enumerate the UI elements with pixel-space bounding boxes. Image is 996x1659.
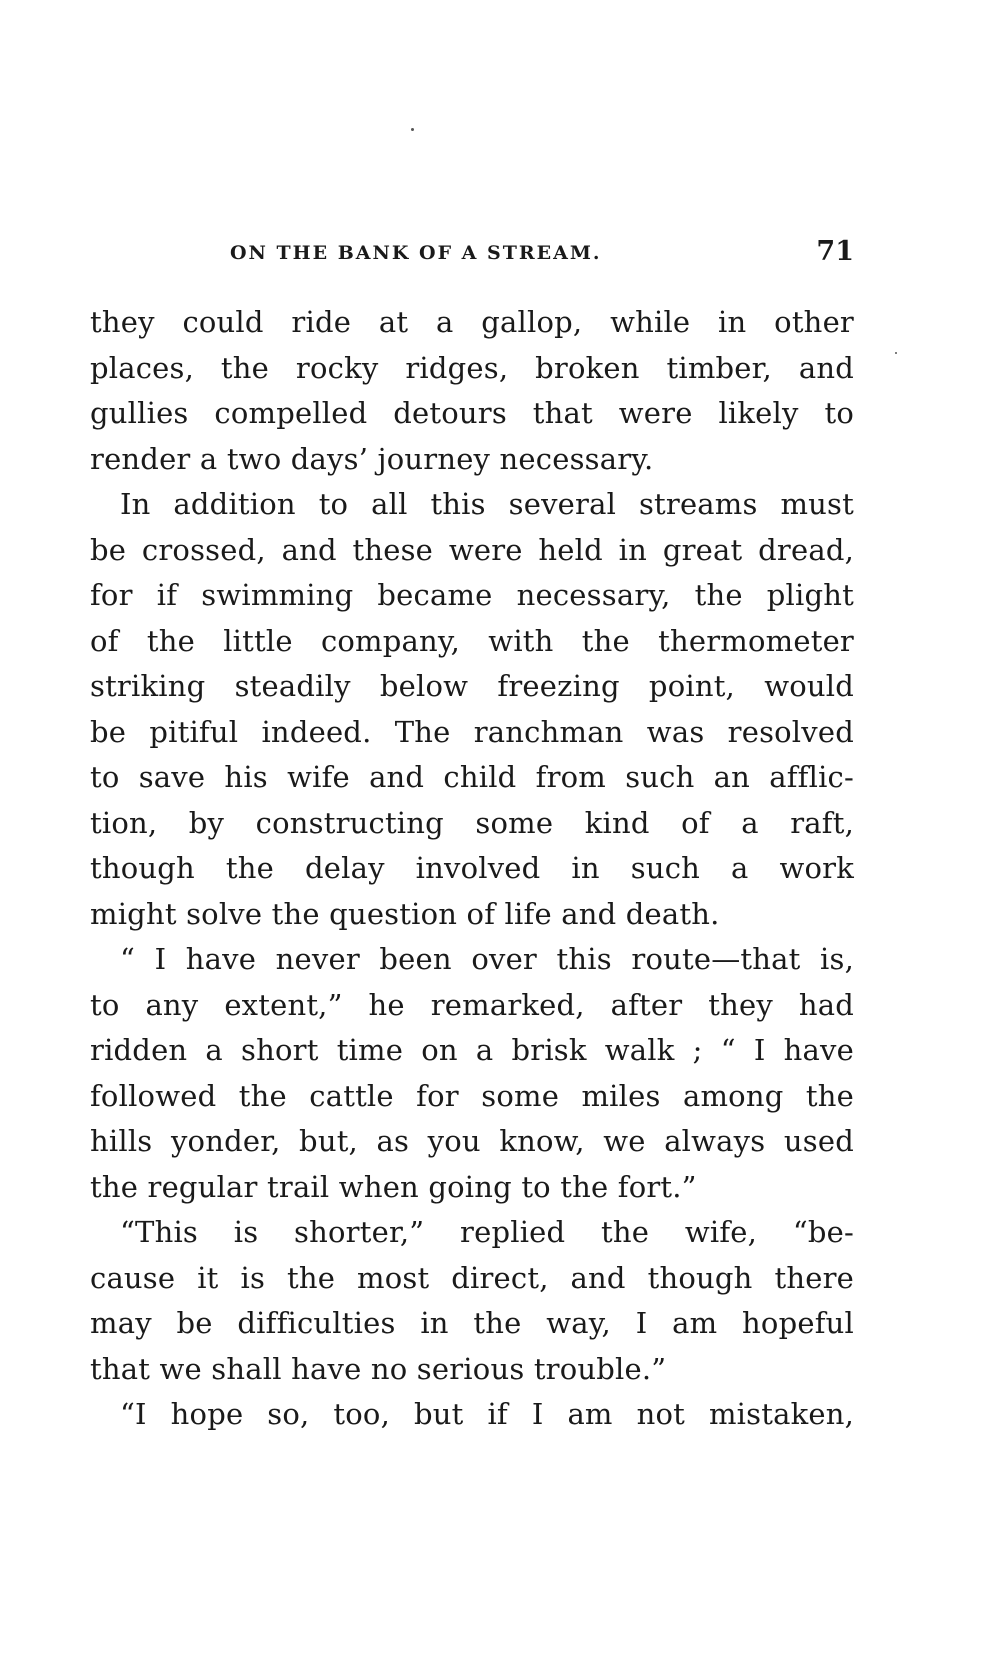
text-line: “This is shorter,” replied the wife, “be- — [120, 1215, 854, 1249]
text-line: the regular trail when going to the fort.” — [90, 1169, 697, 1204]
text-line: places, the rocky ridges, broken timber, and — [90, 350, 854, 385]
text-line: render a two days’ journey necessary. — [90, 441, 654, 476]
running-title: ON THE BANK OF A STREAM. — [230, 242, 602, 264]
text-line: of the little company, with the thermometer — [90, 623, 854, 658]
print-speck — [411, 128, 414, 131]
text-line: hills yonder, but, as you know, we always used — [90, 1124, 854, 1158]
text-line: followed the cattle for some miles among the — [90, 1078, 854, 1113]
text-line: be pitiful indeed. The ranchman was resolved — [90, 714, 854, 749]
text-line: for if swimming became necessary, the plight — [90, 578, 854, 612]
text-line: might solve the question of life and death. — [90, 896, 720, 931]
page-number: 71 — [816, 236, 854, 267]
text-line: be crossed, and these were held in great dread, — [90, 532, 854, 567]
text-line: tion, by constructing some kind of a raft, — [90, 805, 854, 840]
body-text — [90, 300, 854, 1438]
text-line: gullies compelled detours that were likely to — [90, 396, 854, 430]
text-line: ridden a short time on a brisk walk ; “ I have — [90, 1033, 854, 1067]
text-line: In addition to all this several streams must — [120, 487, 854, 521]
page-header — [90, 236, 854, 276]
text-line: they could ride at a gallop, while in other — [90, 305, 854, 339]
text-line: may be difficulties in the way, I am hopeful — [90, 1306, 854, 1340]
print-speck — [895, 352, 897, 354]
text-line: to save his wife and child from such an afflic- — [90, 760, 854, 794]
text-line: “I hope so, too, but if I am not mistaken, — [120, 1397, 854, 1431]
text-line: striking steadily below freezing point, would — [90, 669, 854, 703]
text-line: though the delay involved in such a work — [90, 851, 854, 885]
text-line: cause it is the most direct, and though there — [90, 1260, 854, 1295]
text-line: to any extent,” he remarked, after they had — [90, 987, 854, 1022]
text-line: that we shall have no serious trouble.” — [90, 1351, 667, 1386]
text-line: “ I have never been over this route—that is, — [120, 942, 854, 976]
